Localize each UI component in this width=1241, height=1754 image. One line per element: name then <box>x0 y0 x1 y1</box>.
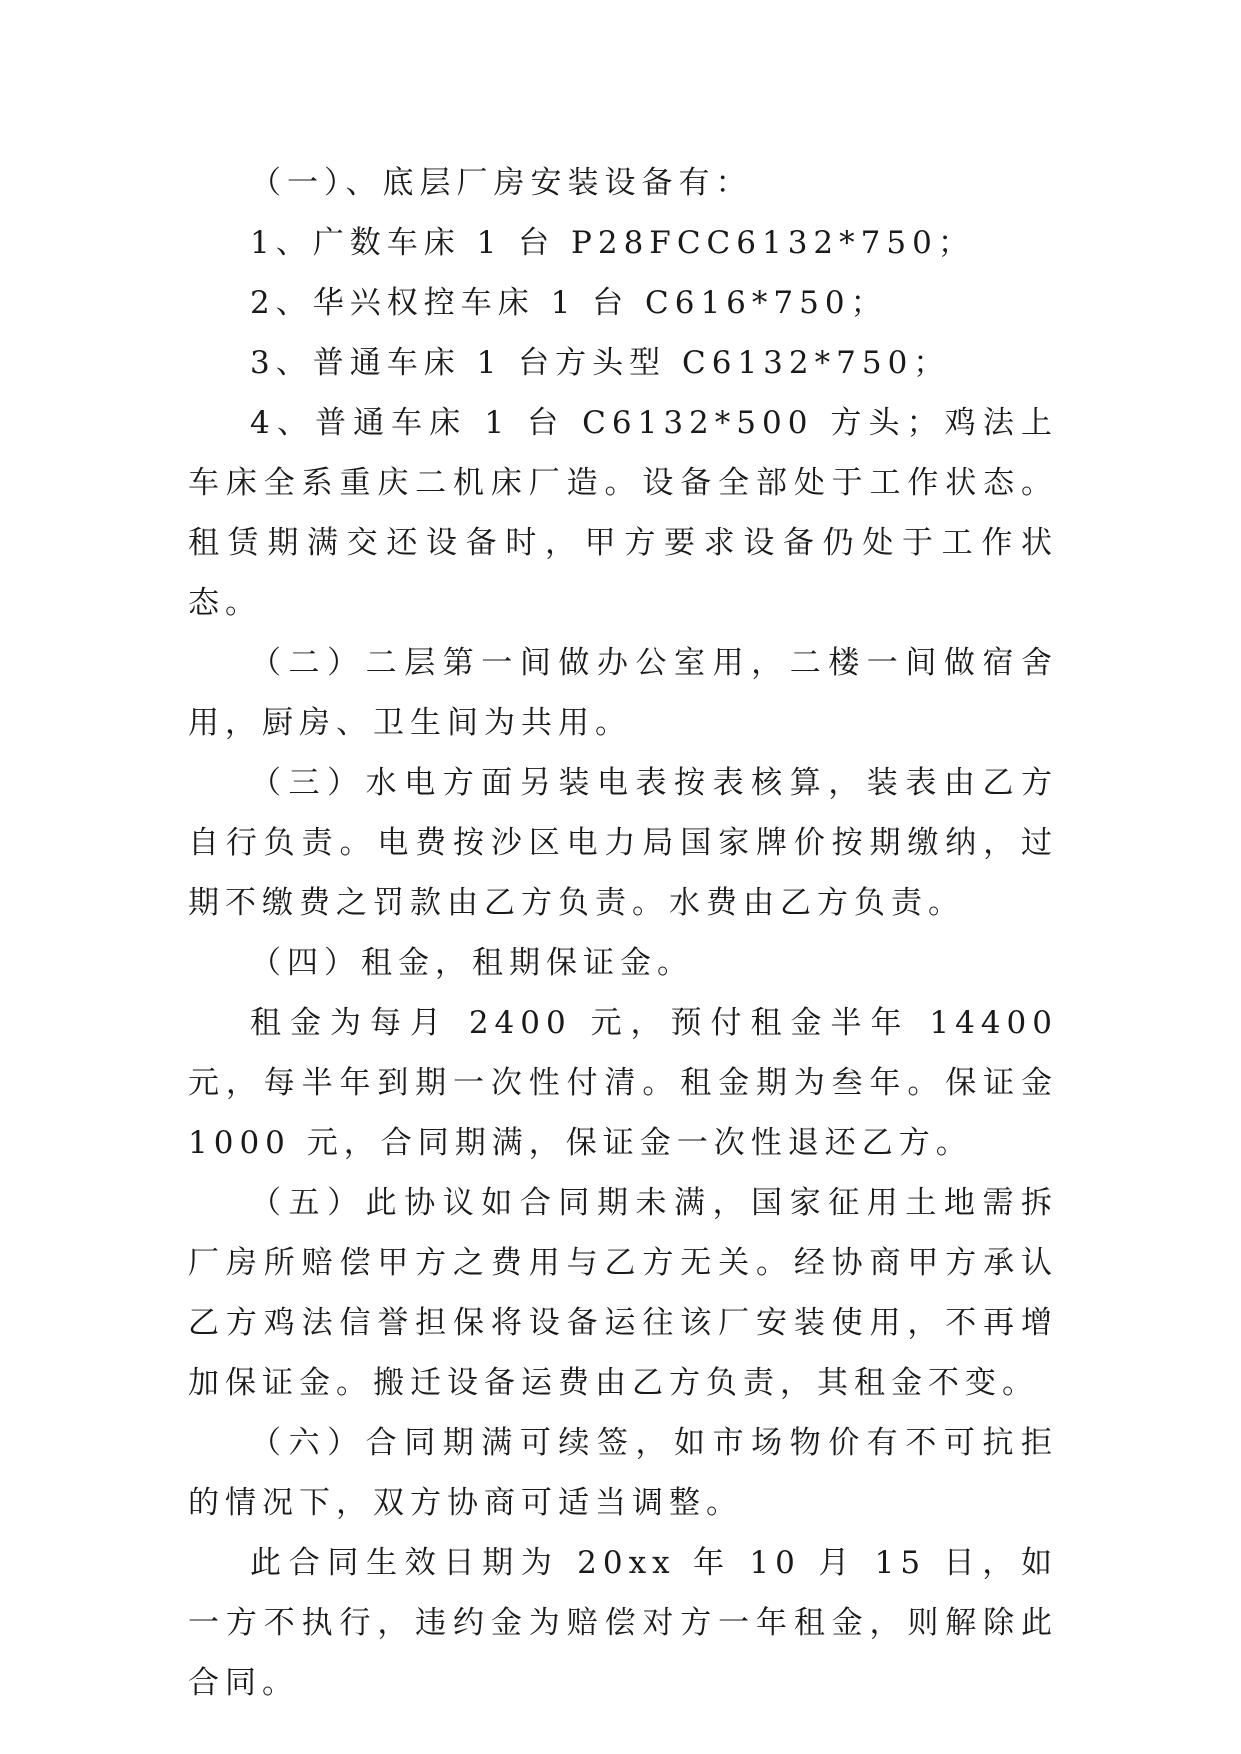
paragraph-equipment-1: 1、广数车床 1 台 P28FCC6132*750； <box>250 225 975 261</box>
paragraph-rent-terms: 租金为每月 2400 元，预付租金半年 14400 元，每半年到期一次性付清。租金期为叁年。保证金 1000 元，合同期满，保证金一次性退还乙方。 <box>188 1005 1058 1161</box>
paragraph-equipment-3: 3、普通车床 1 台方头型 C6132*750； <box>250 345 951 381</box>
paragraph-equipment-2: 2、华兴权控车床 1 台 C616*750； <box>250 285 888 321</box>
paragraph-section-6: （六）合同期满可续签，如市场物价有不可抗拒的情况下，双方协商可适当调整。 <box>188 1425 1058 1521</box>
paragraph-section-4-heading: （四）租金，租期保证金。 <box>250 945 694 981</box>
paragraph-section-5: （五）此协议如合同期未满，国家征用土地需拆厂房所赔偿甲方之费用与乙方无关。经协商甲方承认乙方鸡法信誉担保将设备运往该厂安装使用，不再增加保证金。搬迁设备运费由乙方负责，其租金不变。 <box>188 1185 1058 1401</box>
paragraph-equipment-4: 4、普通车床 1 台 C6132*500 方头；鸡法上车床全系重庆二机床厂造。设备全部处于工作状态。租赁期满交还设备时，甲方要求设备仍处于工作状态。 <box>188 405 1058 621</box>
document-body <box>188 153 1058 1713</box>
paragraph-effective-date: 此合同生效日期为 20xx 年 10 月 15 日，如一方不执行，违约金为赔偿对方一年租金，则解除此合同。 <box>188 1545 1058 1701</box>
paragraph-section-1-heading: （一）、底层厂房安装设备有： <box>250 165 753 201</box>
paragraph-section-2: （二）二层第一间做办公室用，二楼一间做宿舍用，厨房、卫生间为共用。 <box>188 645 1058 741</box>
paragraph-section-3: （三）水电方面另装电表按表核算，装表由乙方自行负责。电费按沙区电力局国家牌价按期缴纳，过期不缴费之罚款由乙方负责。水费由乙方负责。 <box>188 765 1058 921</box>
